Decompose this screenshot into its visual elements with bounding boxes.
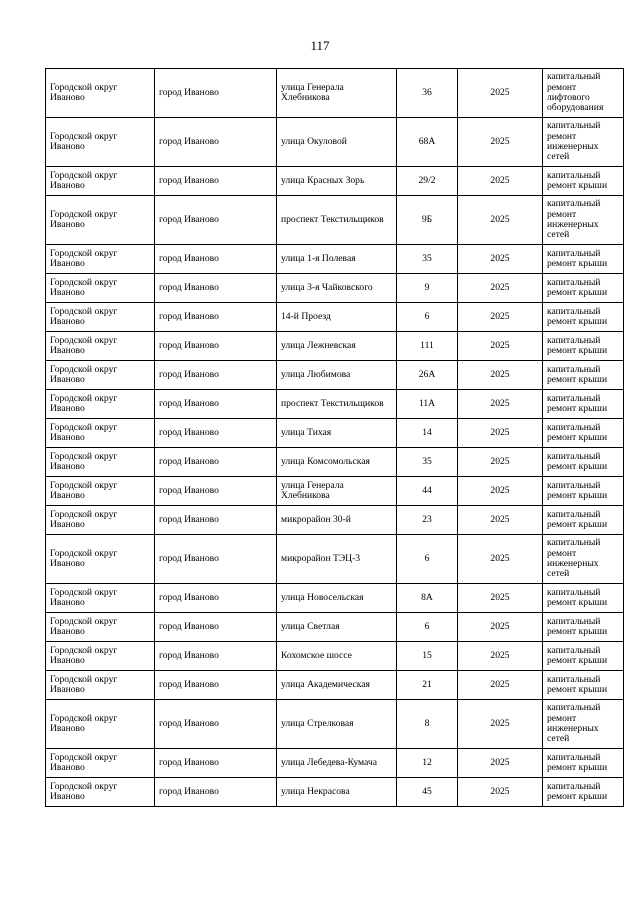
work-type-cell: капитальный ремонт крыши xyxy=(543,778,624,807)
street-cell: проспект Текстильщиков xyxy=(277,390,397,419)
work-type-cell: капитальный ремонт крыши xyxy=(543,448,624,477)
street-cell: улица 1-я Полевая xyxy=(277,245,397,274)
house-number-cell: 6 xyxy=(397,535,458,584)
work-type-cell: капитальный ремонт крыши xyxy=(543,749,624,778)
okrug-cell: Городской округ Иваново xyxy=(46,535,155,584)
city-cell: город Иваново xyxy=(155,448,277,477)
table-row xyxy=(46,419,624,448)
street-cell: улица Окуловой xyxy=(277,118,397,167)
year-cell: 2025 xyxy=(458,390,543,419)
year-cell: 2025 xyxy=(458,584,543,613)
city-cell: город Иваново xyxy=(155,749,277,778)
city-cell: город Иваново xyxy=(155,535,277,584)
work-type-cell: капитальный ремонт крыши xyxy=(543,642,624,671)
work-type-cell: капитальный ремонт крыши xyxy=(543,506,624,535)
city-cell: город Иваново xyxy=(155,69,277,118)
table-row xyxy=(46,584,624,613)
house-number-cell: 21 xyxy=(397,671,458,700)
okrug-cell: Городской округ Иваново xyxy=(46,700,155,749)
year-cell: 2025 xyxy=(458,245,543,274)
year-cell: 2025 xyxy=(458,361,543,390)
work-type-cell: капитальный ремонт крыши xyxy=(543,390,624,419)
okrug-cell: Городской округ Иваново xyxy=(46,419,155,448)
year-cell: 2025 xyxy=(458,274,543,303)
table-row xyxy=(46,535,624,584)
city-cell: город Иваново xyxy=(155,274,277,303)
year-cell: 2025 xyxy=(458,303,543,332)
house-number-cell: 11А xyxy=(397,390,458,419)
street-cell: микрорайон 30-й xyxy=(277,506,397,535)
okrug-cell: Городской округ Иваново xyxy=(46,118,155,167)
work-type-cell: капитальный ремонт инженерных сетей xyxy=(543,700,624,749)
street-cell: Кохомское шоссе xyxy=(277,642,397,671)
city-cell: город Иваново xyxy=(155,245,277,274)
house-number-cell: 9 xyxy=(397,274,458,303)
house-number-cell: 68А xyxy=(397,118,458,167)
city-cell: город Иваново xyxy=(155,196,277,245)
street-cell: улица Стрелковая xyxy=(277,700,397,749)
table-row xyxy=(46,700,624,749)
year-cell: 2025 xyxy=(458,69,543,118)
work-type-cell: капитальный ремонт крыши xyxy=(543,361,624,390)
okrug-cell: Городской округ Иваново xyxy=(46,274,155,303)
street-cell: улица Тихая xyxy=(277,419,397,448)
table-row xyxy=(46,671,624,700)
street-cell: улица Академическая xyxy=(277,671,397,700)
work-type-cell: капитальный ремонт инженерных сетей xyxy=(543,196,624,245)
street-cell: улица Генерала Хлебникова xyxy=(277,477,397,506)
year-cell: 2025 xyxy=(458,167,543,196)
table-row xyxy=(46,477,624,506)
table-row xyxy=(46,778,624,807)
house-number-cell: 23 xyxy=(397,506,458,535)
city-cell: город Иваново xyxy=(155,390,277,419)
house-number-cell: 12 xyxy=(397,749,458,778)
work-type-cell: капитальный ремонт инженерных сетей xyxy=(543,118,624,167)
year-cell: 2025 xyxy=(458,477,543,506)
table-row xyxy=(46,196,624,245)
year-cell: 2025 xyxy=(458,700,543,749)
table-row xyxy=(46,118,624,167)
house-number-cell: 14 xyxy=(397,419,458,448)
city-cell: город Иваново xyxy=(155,361,277,390)
okrug-cell: Городской округ Иваново xyxy=(46,196,155,245)
city-cell: город Иваново xyxy=(155,477,277,506)
table-row xyxy=(46,167,624,196)
work-type-cell: капитальный ремонт крыши xyxy=(543,419,624,448)
year-cell: 2025 xyxy=(458,196,543,245)
house-number-cell: 111 xyxy=(397,332,458,361)
year-cell: 2025 xyxy=(458,613,543,642)
table-row xyxy=(46,69,624,118)
house-number-cell: 44 xyxy=(397,477,458,506)
house-number-cell: 6 xyxy=(397,303,458,332)
page-number: 117 xyxy=(310,38,330,53)
city-cell: город Иваново xyxy=(155,584,277,613)
house-number-cell: 45 xyxy=(397,778,458,807)
table-row xyxy=(46,448,624,477)
table-row xyxy=(46,749,624,778)
street-cell: проспект Текстильщиков xyxy=(277,196,397,245)
work-type-cell: капитальный ремонт лифтового оборудования xyxy=(543,69,624,118)
okrug-cell: Городской округ Иваново xyxy=(46,303,155,332)
table-row xyxy=(46,303,624,332)
okrug-cell: Городской округ Иваново xyxy=(46,506,155,535)
city-cell: город Иваново xyxy=(155,778,277,807)
city-cell: город Иваново xyxy=(155,167,277,196)
year-cell: 2025 xyxy=(458,642,543,671)
house-number-cell: 29/2 xyxy=(397,167,458,196)
work-type-cell: капитальный ремонт крыши xyxy=(543,613,624,642)
year-cell: 2025 xyxy=(458,749,543,778)
okrug-cell: Городской округ Иваново xyxy=(46,778,155,807)
city-cell: город Иваново xyxy=(155,419,277,448)
year-cell: 2025 xyxy=(458,419,543,448)
okrug-cell: Городской округ Иваново xyxy=(46,642,155,671)
house-number-cell: 8 xyxy=(397,700,458,749)
work-type-cell: капитальный ремонт крыши xyxy=(543,477,624,506)
okrug-cell: Городской округ Иваново xyxy=(46,584,155,613)
street-cell: улица Красных Зорь xyxy=(277,167,397,196)
street-cell: улица Генерала Хлебникова xyxy=(277,69,397,118)
house-number-cell: 9Б xyxy=(397,196,458,245)
okrug-cell: Городской округ Иваново xyxy=(46,167,155,196)
year-cell: 2025 xyxy=(458,671,543,700)
okrug-cell: Городской округ Иваново xyxy=(46,477,155,506)
house-number-cell: 35 xyxy=(397,448,458,477)
house-number-cell: 8А xyxy=(397,584,458,613)
repair-schedule-table xyxy=(45,68,624,807)
city-cell: город Иваново xyxy=(155,671,277,700)
year-cell: 2025 xyxy=(458,332,543,361)
city-cell: город Иваново xyxy=(155,613,277,642)
table-row xyxy=(46,642,624,671)
city-cell: город Иваново xyxy=(155,303,277,332)
street-cell: улица Светлая xyxy=(277,613,397,642)
okrug-cell: Городской округ Иваново xyxy=(46,245,155,274)
street-cell: улица Любимова xyxy=(277,361,397,390)
house-number-cell: 26А xyxy=(397,361,458,390)
work-type-cell: капитальный ремонт крыши xyxy=(543,245,624,274)
table-row xyxy=(46,245,624,274)
year-cell: 2025 xyxy=(458,118,543,167)
work-type-cell: капитальный ремонт инженерных сетей xyxy=(543,535,624,584)
okrug-cell: Городской округ Иваново xyxy=(46,332,155,361)
okrug-cell: Городской округ Иваново xyxy=(46,671,155,700)
okrug-cell: Городской округ Иваново xyxy=(46,613,155,642)
table-row xyxy=(46,390,624,419)
okrug-cell: Городской округ Иваново xyxy=(46,390,155,419)
street-cell: улица Некрасова xyxy=(277,778,397,807)
work-type-cell: капитальный ремонт крыши xyxy=(543,671,624,700)
work-type-cell: капитальный ремонт крыши xyxy=(543,332,624,361)
work-type-cell: капитальный ремонт крыши xyxy=(543,274,624,303)
city-cell: город Иваново xyxy=(155,118,277,167)
table-row xyxy=(46,506,624,535)
house-number-cell: 15 xyxy=(397,642,458,671)
city-cell: город Иваново xyxy=(155,700,277,749)
year-cell: 2025 xyxy=(458,535,543,584)
table-row xyxy=(46,274,624,303)
okrug-cell: Городской округ Иваново xyxy=(46,448,155,477)
street-cell: улица Комсомольская xyxy=(277,448,397,477)
table-row xyxy=(46,332,624,361)
work-type-cell: капитальный ремонт крыши xyxy=(543,303,624,332)
city-cell: город Иваново xyxy=(155,332,277,361)
okrug-cell: Городской округ Иваново xyxy=(46,361,155,390)
house-number-cell: 6 xyxy=(397,613,458,642)
street-cell: улица Новосельская xyxy=(277,584,397,613)
house-number-cell: 35 xyxy=(397,245,458,274)
street-cell: 14-й Проезд xyxy=(277,303,397,332)
year-cell: 2025 xyxy=(458,778,543,807)
house-number-cell: 36 xyxy=(397,69,458,118)
table-body xyxy=(46,69,624,807)
year-cell: 2025 xyxy=(458,448,543,477)
street-cell: улица Лебедева-Кумача xyxy=(277,749,397,778)
okrug-cell: Городской округ Иваново xyxy=(46,749,155,778)
street-cell: улица 3-я Чайковского xyxy=(277,274,397,303)
year-cell: 2025 xyxy=(458,506,543,535)
street-cell: микрорайон ТЭЦ-3 xyxy=(277,535,397,584)
city-cell: город Иваново xyxy=(155,642,277,671)
street-cell: улица Лежневская xyxy=(277,332,397,361)
work-type-cell: капитальный ремонт крыши xyxy=(543,584,624,613)
work-type-cell: капитальный ремонт крыши xyxy=(543,167,624,196)
okrug-cell: Городской округ Иваново xyxy=(46,69,155,118)
table-row xyxy=(46,613,624,642)
table-row xyxy=(46,361,624,390)
city-cell: город Иваново xyxy=(155,506,277,535)
